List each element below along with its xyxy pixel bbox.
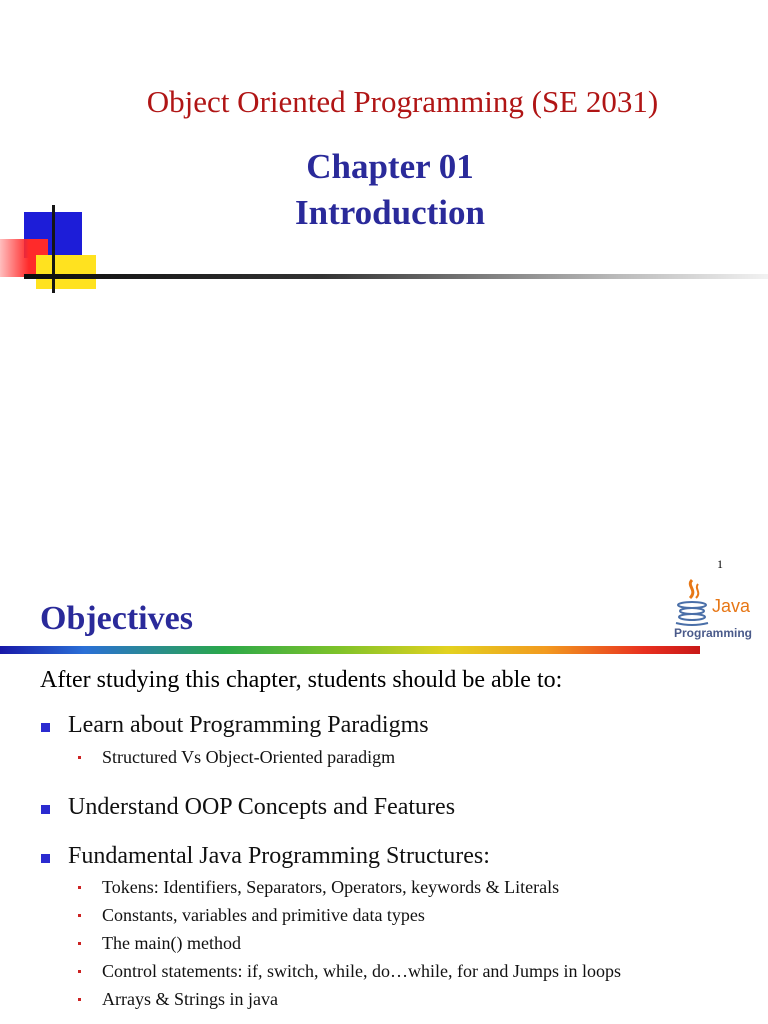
deco-vertical-line (52, 205, 55, 293)
sub-objective-item: The main() method (68, 933, 760, 954)
deco-horizontal-line (24, 274, 768, 279)
sub-objective-item: Arrays & Strings in java (68, 989, 760, 1010)
objective-text: Learn about Programming Paradigms (68, 712, 429, 738)
page-number: 1 (717, 557, 723, 571)
objectives-slide (0, 578, 768, 1024)
sub-objective-item: Tokens: Identifiers, Separators, Operators, keywords & Literals (68, 877, 760, 898)
sub-objective-item: Control statements: if, switch, while, do…while, for and Jumps in loops (68, 961, 760, 982)
objective-item (40, 712, 760, 768)
deco-yellow-square (36, 255, 96, 289)
java-logo (668, 578, 758, 644)
objective-text: Understand OOP Concepts and Features (68, 794, 456, 820)
title-decoration (0, 205, 768, 295)
objective-item (40, 843, 760, 1010)
objectives-list (40, 712, 760, 1010)
sub-objective-item: Constants, variables and primitive data types (68, 905, 760, 926)
intro-text: After studying this chapter, students should be able to: (40, 667, 563, 693)
chapter-subtitle: Introduction (295, 193, 485, 232)
coffee-cup-icon (672, 578, 716, 628)
chapter-number: Chapter 01 (306, 147, 474, 186)
objectives-title: Objectives (40, 600, 193, 637)
java-logo-word: Java (712, 596, 751, 616)
objective-sublist (68, 747, 760, 768)
objective-text: Fundamental Java Programming Structures: (68, 843, 490, 869)
course-title: Object Oriented Programming (SE 2031) (146, 84, 659, 119)
objective-sublist (68, 877, 760, 1010)
objective-item (40, 794, 760, 821)
sub-objective-item: Structured Vs Object-Oriented paradigm (68, 747, 760, 768)
rainbow-divider (0, 646, 700, 654)
java-logo-subtitle: Programming (674, 626, 753, 640)
